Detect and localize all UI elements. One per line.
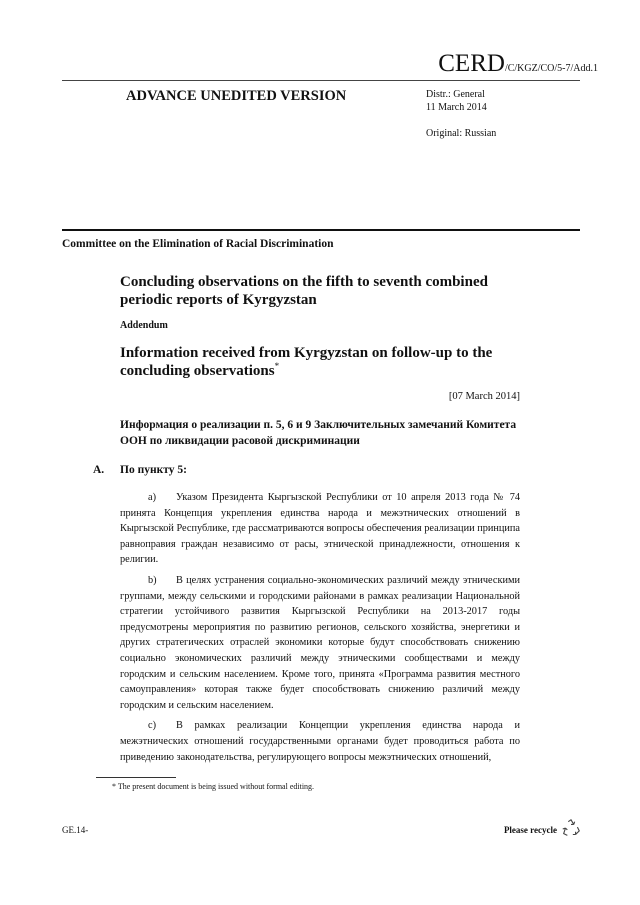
recycle-icon xyxy=(560,818,582,842)
info-heading xyxy=(120,344,520,380)
document-title: Concluding observations on the fifth to seventh combined periodic reports of Kyrgyzstan xyxy=(120,274,488,308)
main-content xyxy=(93,273,520,765)
original-language: Original: Russian xyxy=(426,128,497,139)
paragraph-a xyxy=(120,490,520,568)
section-letter: A. xyxy=(93,464,105,476)
paragraph-c xyxy=(120,718,520,765)
section-rule xyxy=(62,229,580,231)
page-footer xyxy=(62,818,582,842)
footnote: * The present document is being issued without formal editing. xyxy=(112,782,315,792)
paragraph-label: c) xyxy=(148,720,156,732)
distr-label: Distr.: General xyxy=(426,89,485,100)
paragraph-text: В целях устранения социально-экономических различий между этническими группами, между сельскими и городскими районами в рамках реализации Национальной стратегии устойчивого развития Кыргызской Республики на 2013-2017 годы предусмотрены мероприятия по развитию регионов, сельского хозяйства, энергетики и других стратегических отраслей экономики которые будут способствовать снижению социально экономических различий между этническими сообществами и между городским и сельским населением. Кроме того, принята «Программа развития местного самоуправления» которая также будет способствовать снижению различий между городским и сельским населением. xyxy=(120,574,520,711)
body-paragraphs xyxy=(120,490,520,765)
job-number: GE.14- xyxy=(62,825,89,836)
recycle-label: Please recycle xyxy=(503,825,557,836)
section-heading xyxy=(93,463,520,478)
received-date: [07 March 2014] xyxy=(448,391,520,402)
symbol-main: CERD xyxy=(438,50,505,77)
paragraph-label: b) xyxy=(148,574,157,586)
footnote-mark[interactable]: * xyxy=(274,361,280,371)
footnote-rule xyxy=(96,777,176,778)
paragraph-text: Указом Президента Кыргызской Республики от 10 апреля 2013 года № 74 принята Концепция укрепления единства народа и межэтнических отношений в Кыргызской Республике, где рассматриваются вопросы обеспечения реализации принципа равноправия граждан независимо от расы, этнической принадлежности, отношения к религии. xyxy=(120,492,520,566)
document-symbol xyxy=(438,50,598,78)
recycle-notice xyxy=(504,818,582,842)
addendum-label: Addendum xyxy=(120,320,168,331)
paragraph-label: a) xyxy=(148,492,156,503)
info-heading-text: Information received from Kyrgyzstan on follow-up to the concluding observations xyxy=(120,345,493,379)
paragraph-text: В рамках реализации Концепции укрепления единства народа и межэтнических отношений государственными органами будет проводиться работа по приведению законодательства, регулирующего вопросы межэтнических отношений, xyxy=(120,720,520,763)
distribution-info xyxy=(426,88,487,114)
committee-name: Committee on the Elimination of Racial Discrimination xyxy=(62,238,334,250)
paragraph-b xyxy=(120,573,520,713)
russian-heading: Информация о реализации п. 5, 6 и 9 Заключительных замечаний Комитета ООН по ликвидации расовой дискриминации xyxy=(120,419,517,447)
version-label: ADVANCE UNEDITED VERSION xyxy=(126,88,347,104)
header-rule xyxy=(62,80,580,81)
document-body xyxy=(62,229,580,842)
section-title: По пункту 5: xyxy=(120,464,187,476)
issue-date: 11 March 2014 xyxy=(426,102,487,113)
symbol-suffix: /C/KGZ/CO/5-7/Add.1 xyxy=(504,63,598,74)
